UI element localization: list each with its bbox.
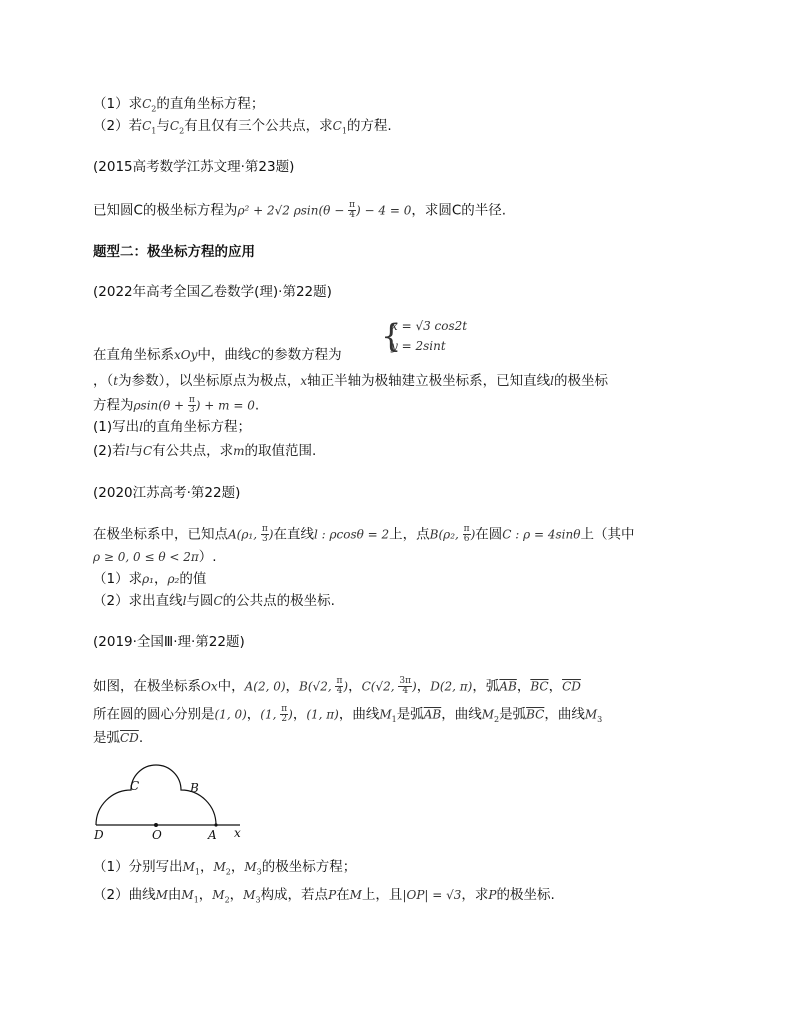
origin-dot <box>154 823 158 827</box>
s1-q2: （2）若$C_1$与$C_2$有且仅有三个公共点，求$C_1$的方程. <box>93 118 392 136</box>
s3-line3: 方程为ρsin(θ + $\frac{\pi}{3}$ ) + m = 0. <box>93 395 260 415</box>
s4-q2: （2）求出直线l与圆C的公共点的极坐标. <box>93 593 335 609</box>
curve-arcs <box>96 765 216 825</box>
label-a: A <box>208 828 217 842</box>
s5-q2: （2）曲线M由$M_1$，$M_2$，$M_3$构成，若点P在M上，且|OP| = √3，求P的极坐标. <box>93 887 555 905</box>
s4-q1: （1）求ρ₁，ρ₂的值 <box>93 571 207 587</box>
s3-q1: (1)写出l的直角坐标方程； <box>93 419 251 435</box>
s4-line1: 在极坐标系中，已知点A(ρ₁, $\frac{\pi}{3}$ )在直线l : ρcosθ = 2上，点B(ρ₂, $\frac{\pi}{6}$ )在圆C : ρ = 4sinθ上（其中 <box>93 524 635 544</box>
section-heading: 题型二：极坐标方程的应用 <box>93 244 255 260</box>
s1-q1: （1）求$C_2$的直角坐标方程； <box>93 96 265 114</box>
label-d: D <box>94 828 104 842</box>
s3-line2: ，（t为参数），以坐标原点为极点，x轴正半轴为极轴建立极坐标系，已知直线l的极坐标 <box>93 373 608 389</box>
point-a-dot <box>214 823 217 826</box>
label-c: C <box>130 779 140 793</box>
s5-line1: 如图，在极坐标系Ox中，A(2, 0)，B(√2, $\frac{\pi}{4}$ )，C(√2, $\frac{3\pi}{4}$ )，D(2, π)，弧$\overline{AB}$，$\overline{BC}$，$\overline{CD}$ <box>93 676 581 696</box>
label-b: B <box>190 781 199 795</box>
label-o: O <box>152 828 162 842</box>
s3-line1: 在直角坐标系xOy中，曲线C的参数方程为 <box>93 347 342 363</box>
s3-source: (2022年高考全国乙卷数学(理)·第22题) <box>93 284 332 300</box>
label-x: x <box>234 826 241 840</box>
s5-line2: 所在圆的圆心分别是(1, 0)，(1, $\frac{\pi}{2}$ )，(1, π)，曲线$M_1$是弧$\overline{AB}$，曲线$M_2$是弧$\overline{BC}$，曲线$M_3$ <box>93 704 603 725</box>
s5-line3: 是弧$\overline{CD}$. <box>93 730 144 746</box>
s2-source: (2015高考数学江苏文理·第23题) <box>93 159 295 175</box>
polar-curve-figure <box>90 755 260 845</box>
s4-line2: ρ ≥ 0, 0 ≤ θ < 2π）. <box>93 549 217 565</box>
s4-source: (2020江苏高考·第22题) <box>93 485 241 501</box>
s2-problem: 已知圆C的极坐标方程为ρ² + 2√2 ρsin(θ − $\frac{\pi}{4}$ ) − 4 = 0，求圆C的半径. <box>93 200 507 220</box>
s3-q2: (2)若l与C有公共点，求m的取值范围. <box>93 443 317 459</box>
s5-q1: （1）分别写出$M_1$，$M_2$，$M_3$的极坐标方程； <box>93 859 357 877</box>
s5-source: (2019·全国Ⅲ·理·第22题) <box>93 634 245 650</box>
